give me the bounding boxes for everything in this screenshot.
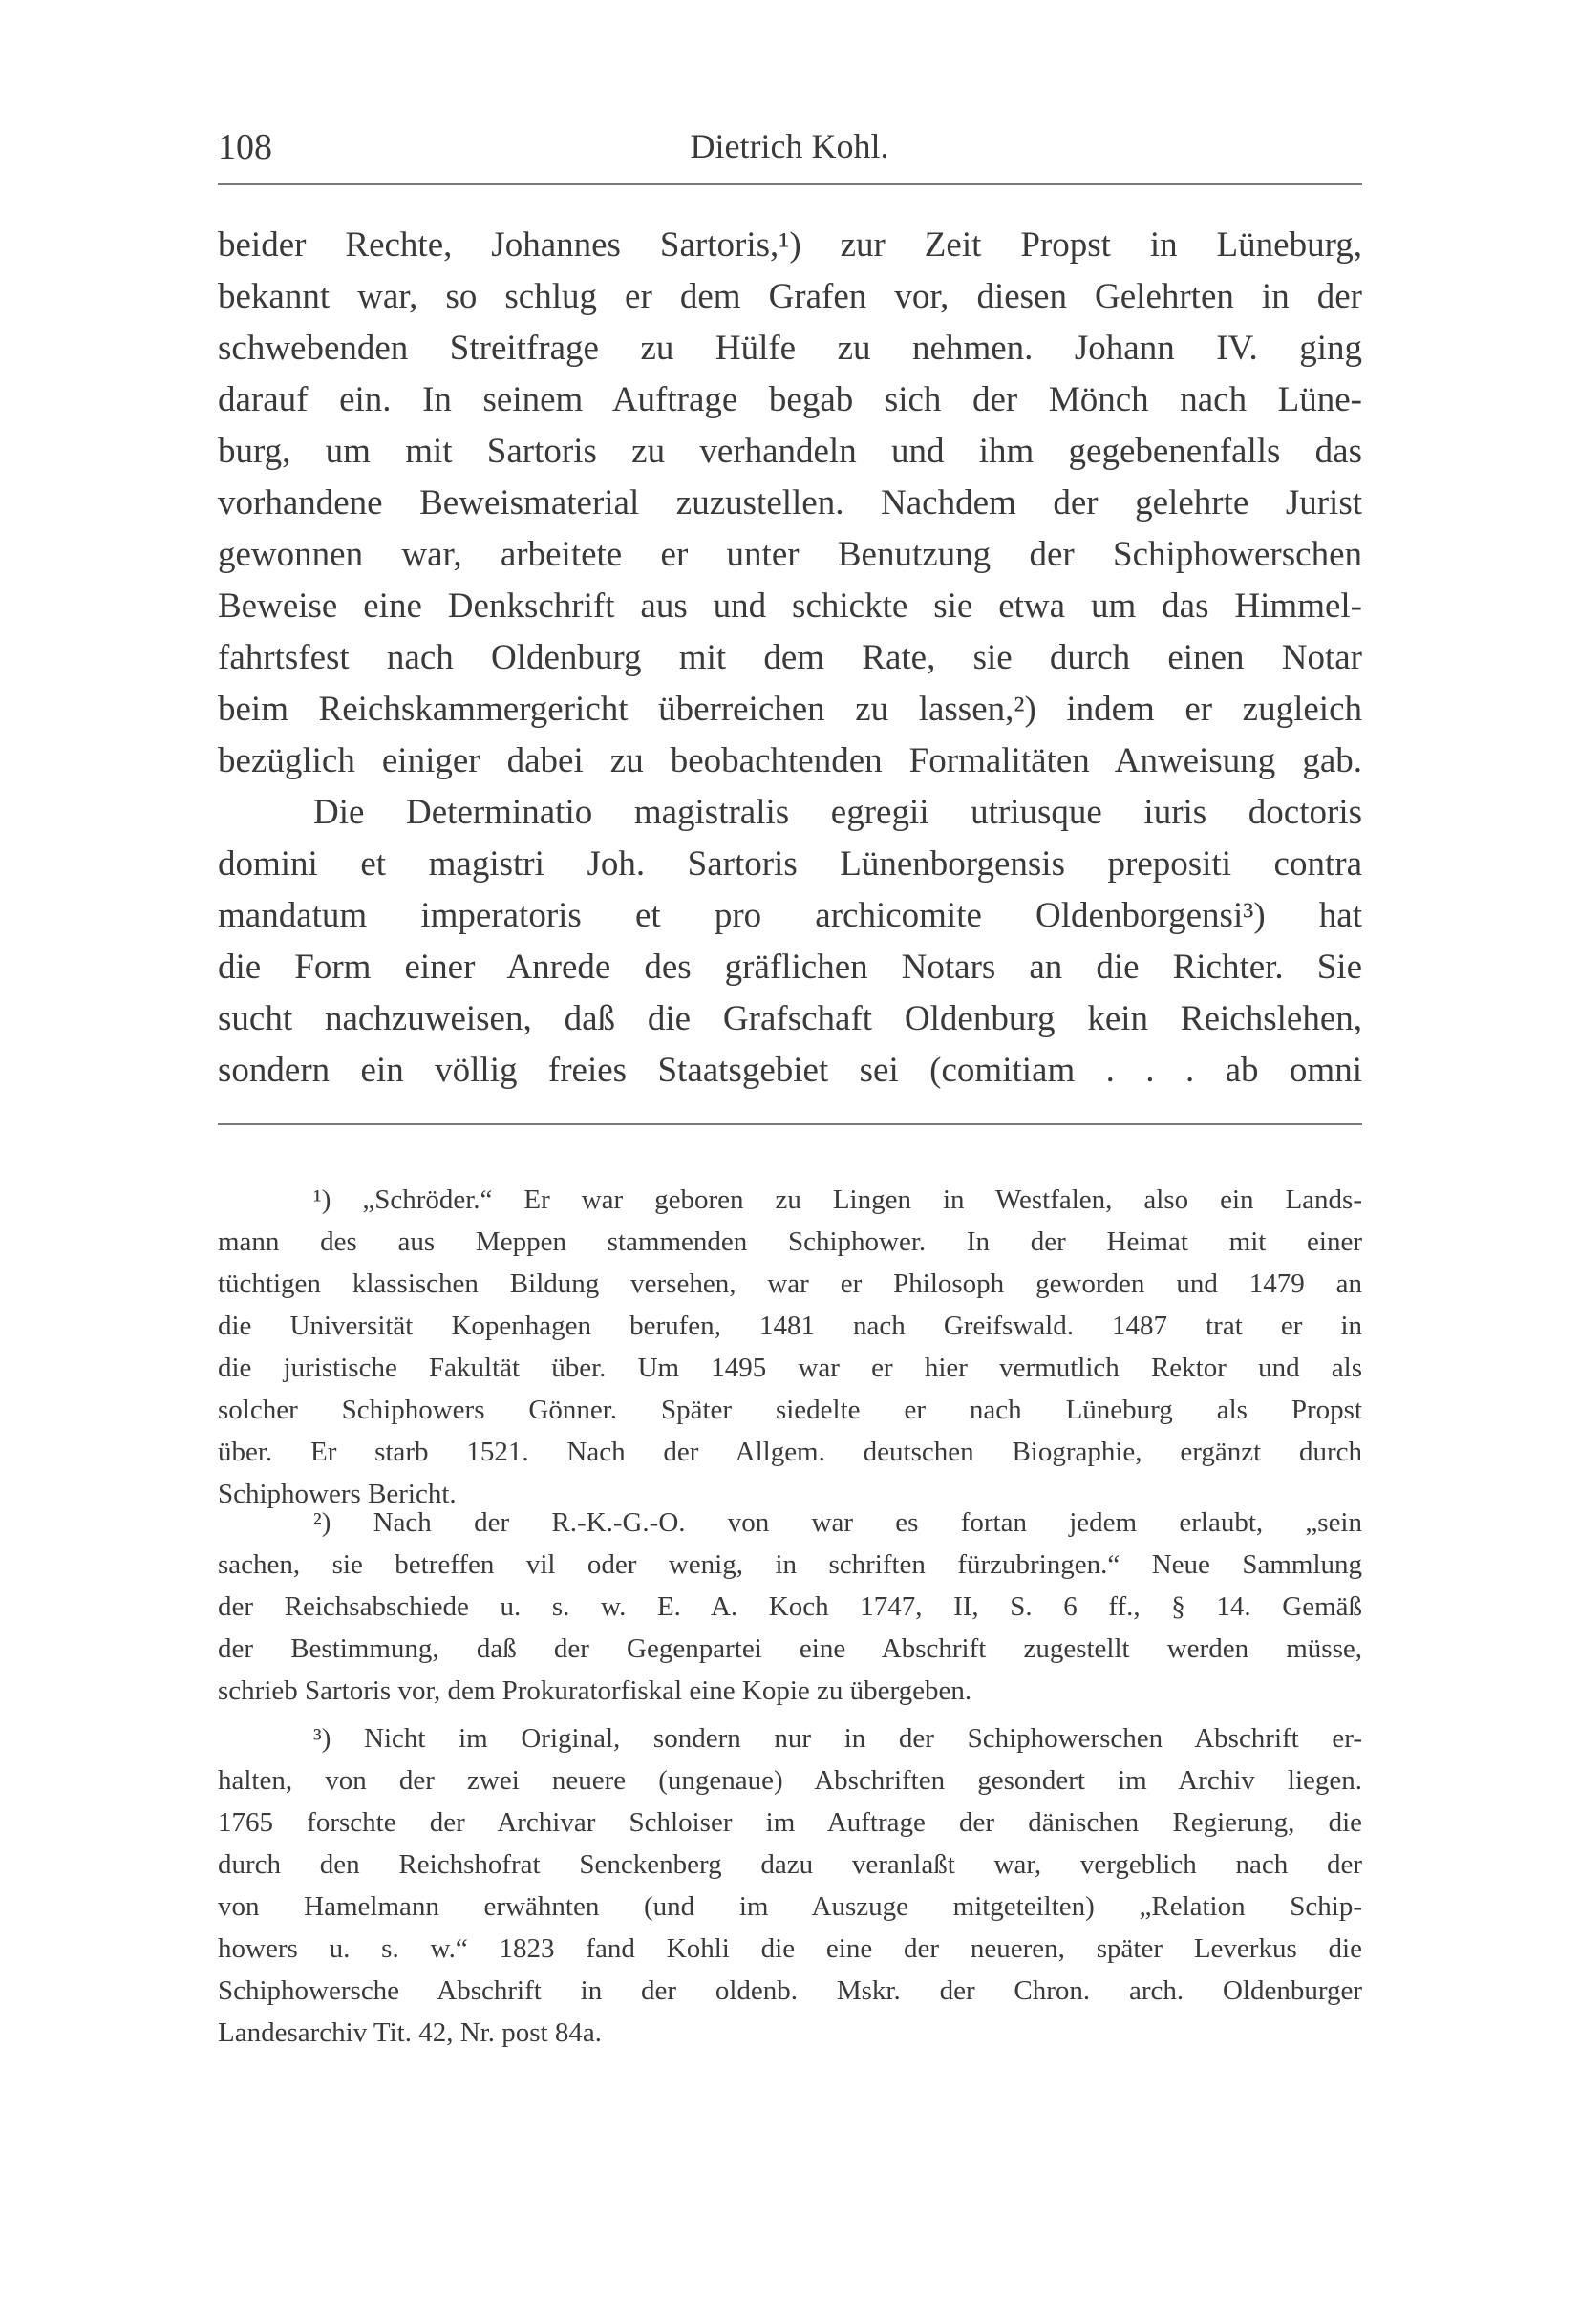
text-line: sucht nachzuweisen, daß die Grafschaft Oldenburg kein Reichslehen, — [218, 999, 1362, 1038]
text-line: die Form einer Anrede des gräflichen Notars an die Richter. Sie — [218, 948, 1362, 987]
text-line: sondern ein völlig freies Staatsgebiet sei (comitiam . . . ab omni — [218, 1051, 1362, 1090]
footnote-3 — [218, 1717, 1362, 2054]
text-line: der Reichsabschiede u. s. w. E. A. Koch 1747, II, S. 6 ff., § 14. Gemäß — [218, 1591, 1362, 1622]
text-line: ³) Nicht im Original, sondern nur in der Schiphowerschen Abschrift er- — [313, 1723, 1362, 1754]
running-title: Dietrich Kohl. — [690, 127, 889, 165]
text-line: Schiphowers Bericht. — [218, 1479, 457, 1509]
text-line: schwebenden Streitfrage zu Hülfe zu nehmen. Johann IV. ging — [218, 329, 1362, 368]
footnote-rule — [218, 1123, 1362, 1125]
text-line: der Bestimmung, daß der Gegenpartei eine Abschrift zugestellt werden müsse, — [218, 1633, 1362, 1664]
text-line: 1765 forschte der Archivar Schloiser im Auftrage der dänischen Regierung, die — [218, 1807, 1362, 1838]
text-line: durch den Reichshofrat Senckenberg dazu veranlaßt war, vergeblich nach der — [218, 1849, 1362, 1880]
main-text — [218, 220, 1362, 1097]
text-line: beider Rechte, Johannes Sartoris,¹) zur Zeit Propst in Lüneburg, — [218, 225, 1362, 265]
page-number: 108 — [218, 127, 272, 167]
text-line: bezüglich einiger dabei zu beobachtenden Formalitäten Anweisung gab. — [218, 741, 1362, 780]
text-line: Schiphowersche Abschrift in der oldenb. Mskr. der Chron. arch. Oldenburger — [218, 1975, 1362, 2006]
footnote-2 — [218, 1502, 1362, 1712]
text-line: domini et magistri Joh. Sartoris Lünenborgensis prepositi contra — [218, 844, 1362, 884]
text-line: vorhandene Beweismaterial zuzustellen. Nachdem der gelehrte Jurist — [218, 483, 1362, 522]
text-line: gewonnen war, arbeitete er unter Benutzung der Schiphowerschen — [218, 535, 1362, 574]
text-line: Beweise eine Denkschrift aus und schickte sie etwa um das Himmel- — [218, 586, 1362, 626]
text-line: solcher Schiphowers Gönner. Später siedelte er nach Lüneburg als Propst — [218, 1395, 1362, 1425]
text-line: darauf ein. In seinem Auftrage begab sich der Mönch nach Lüne- — [218, 380, 1362, 419]
text-line: über. Er starb 1521. Nach der Allgem. deutschen Biographie, ergänzt durch — [218, 1437, 1362, 1467]
text-line: schrieb Sartoris vor, dem Prokuratorfiskal eine Kopie zu übergeben. — [218, 1675, 972, 1706]
text-line: von Hamelmann erwähnten (und im Auszuge mitgeteilten) „Relation Schip- — [218, 1891, 1362, 1922]
header-rule — [218, 183, 1362, 185]
text-line: ¹) „Schröder.“ Er war geboren zu Lingen in Westfalen, also ein Lands- — [313, 1184, 1362, 1215]
text-line: mandatum imperatoris et pro archicomite Oldenborgensi³) hat — [218, 896, 1362, 935]
text-line: burg, um mit Sartoris zu verhandeln und ihm gegebenenfalls das — [218, 432, 1362, 471]
text-line: sachen, sie betreffen vil oder wenig, in schriften fürzubringen.“ Neue Sammlung — [218, 1549, 1362, 1580]
text-line: beim Reichskammergericht überreichen zu lassen,²) indem er zugleich — [218, 690, 1362, 729]
text-line: fahrtsfest nach Oldenburg mit dem Rate, sie durch einen Notar — [218, 638, 1362, 677]
text-line: halten, von der zwei neuere (ungenaue) Abschriften gesondert im Archiv liegen. — [218, 1765, 1362, 1796]
footnote-1 — [218, 1179, 1362, 1515]
text-line: tüchtigen klassischen Bildung versehen, war er Philosoph geworden und 1479 an — [218, 1269, 1362, 1299]
text-line: bekannt war, so schlug er dem Grafen vor, diesen Gelehrten in der — [218, 277, 1362, 316]
text-line: Die Determinatio magistralis egregii utriusque iuris doctoris — [313, 793, 1362, 832]
text-line: die juristische Fakultät über. Um 1495 war er hier vermutlich Rektor und als — [218, 1353, 1362, 1383]
text-line: Landesarchiv Tit. 42, Nr. post 84a. — [218, 2017, 602, 2048]
text-line: die Universität Kopenhagen berufen, 1481 nach Greifswald. 1487 trat er in — [218, 1311, 1362, 1341]
text-line: ²) Nach der R.-K.-G.-O. von war es fortan jedem erlaubt, „sein — [313, 1507, 1362, 1538]
text-line: howers u. s. w.“ 1823 fand Kohli die eine der neueren, später Leverkus die — [218, 1933, 1362, 1964]
text-line: mann des aus Meppen stammenden Schiphower. In der Heimat mit einer — [218, 1226, 1362, 1257]
